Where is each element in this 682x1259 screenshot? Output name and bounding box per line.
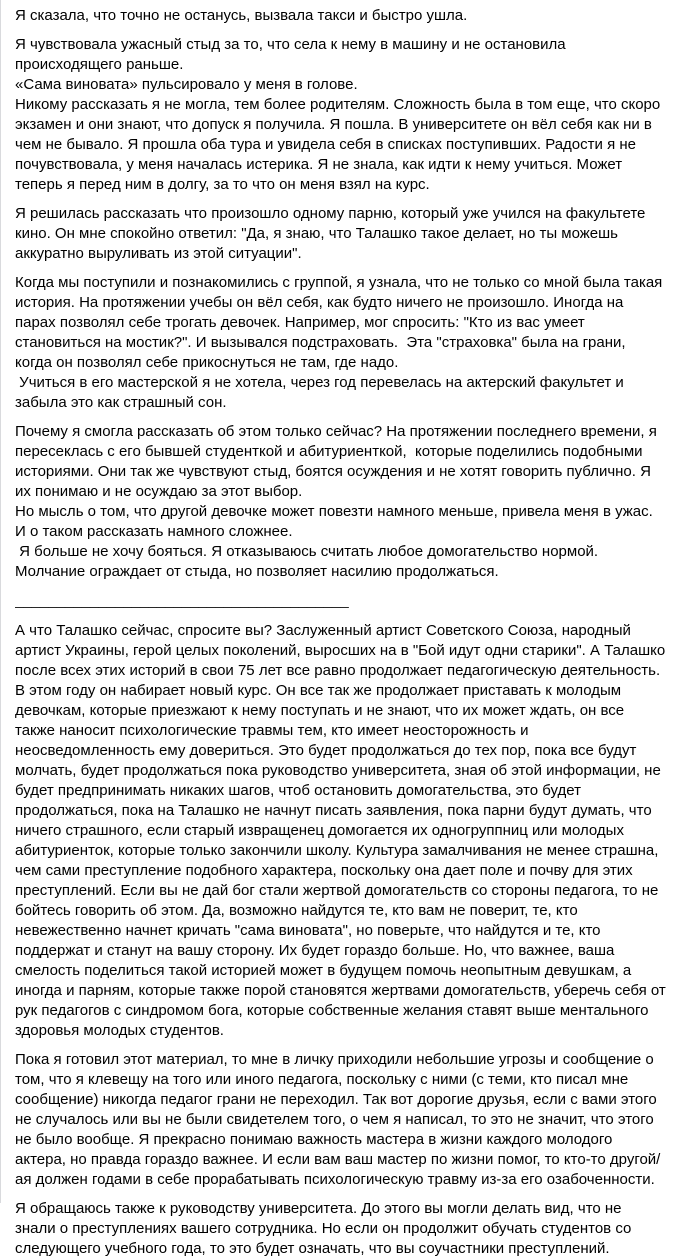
post-paragraph <box>15 6 666 26</box>
divider-line: ________________________________________ <box>15 592 349 609</box>
post-paragraph <box>15 273 666 413</box>
post-body <box>15 6 670 1259</box>
post-paragraph <box>15 621 670 1041</box>
paragraph-line: Почему я смогла рассказать об этом только сейчас? На протяжении последнего времени, я пересеклась с его бывшей студенткой и абитуриенткой, которые поделились подобными историями. Они так же чувствуют стыд, боятся осуждения и не хотят говорить публично. Я их понимаю и не осуждаю за этот выбор. <box>15 423 662 500</box>
post-paragraph <box>15 1199 666 1259</box>
paragraph-line: Никому рассказать я не могла, тем более родителям. Сложность была в том еще, что скоро экзамен и они знают, что допуск я получила. Я пошла. В университете он вёл себя как ни в чем не бывало. Я прошла оба тура и увидела себя в списках поступивших. Радости я не почувствовала, у меня началась истерика. Я не знала, как идти к нему учиться. Может теперь я перед ним в долгу, за то что он меня взял на курс. <box>15 96 665 193</box>
paragraph-line: Я обращаюсь также к руководству университета. До этого вы могли делать вид, что не знали о преступлениях вашего сотрудника. Но если он продолжит обучать студентов со следующего учебного года, то это будет означать, что вы соучастники преступлений. <box>15 1200 636 1257</box>
paragraph-line: Я решилась рассказать что произошло одному парню, который уже учился на факультете кино. Он мне спокойно ответил: "Да, я знаю, что Талашко такое делает, но ты можешь аккуратно выруливать из этой ситуации". <box>15 205 650 262</box>
post-paragraph <box>15 35 666 195</box>
paragraph-line: «Сама виновата» пульсировало у меня в голове. <box>15 76 358 93</box>
post-paragraph <box>15 422 666 582</box>
paragraph-line: Когда мы поступили и познакомились с группой, я узнала, что не только со мной была такая история. На протяжении учебы он вёл себя, как будто ничего не произошло. Иногда на парах позволял себе трогать девочек. Например, мог спросить: "Кто из вас умеет становиться на мостик?". И вызывался подстраховать. Эта "страховка" была на грани, когда он позволял себе прикоснуться не там, где надо. <box>15 274 667 371</box>
paragraph-line: Учиться в его мастерской я не хотела, через год перевелась на актерский факультет и забыла это как страшный сон. <box>15 374 628 411</box>
post-paragraph <box>15 1050 666 1190</box>
paragraph-line: Но мысль о том, что другой девочке может повезти намного меньше, привела меня в ужас. И о таком рассказать намного сложнее. <box>15 503 657 540</box>
post-paragraph <box>15 204 666 264</box>
paragraph-line: А что Талашко сейчас, спросите вы? Заслуженный артист Советского Союза, народный артист Украины, герой целых поколений, выросших на в "Бой идут одни старики". А Талашко после всех этих историй в свои 75 лет все равно продолжает педагогическую деятельность. В этом году он набирает новый курс. Он все так же продолжает приставать к молодым девочкам, которые приезжают к нему поступать и не знают, что их может ждать, он все также наносит психологические травмы тем, кто имеет неосторожность и неосведомленность ему довериться. Это будет продолжаться до тех пор, пока все будут молчать, будет продолжаться пока руководство университета, зная об этой информации, не будет предпринимать никаких шагов, чтоб остановить домогательства, это будет продолжаться, пока на Талашко не начнут писать заявления, пока парни будут думать, что ничего страшного, если старый извращенец домогается их одногруппниц или молодых абитуриенток, которые только закончили школу. Культура замалчивания не менее страшна, чем сами преступление подобного характера, поскольку она дает поле и почву для этих преступлений. Если вы не дай бог стали жертвой домогательств со стороны педагога, то не бойтесь говорить об этом. Да, возможно найдутся те, кто вам не поверит, те, кто невежественно начнет кричать "сама виновата", но поверьте, что найдутся и те, кто поддержат и станут на вашу сторону. Их будет гораздо больше. Но, что важнее, ваша смелость поделиться такой историей может в будущем помочь неопытным девушкам, а иногда и парням, которые также порой становятся жертвами домогательств, уберечь себя от рук педагогов с синдромом бога, которые собственные желания ставят выше ментального здоровья молодых студентов. <box>15 622 670 1039</box>
paragraph-line: Пока я готовил этот материал, то мне в личку приходили небольшие угрозы и сообщение о том, что я клевещу на того или иного педагога, поскольку с ними (с теми, кто писал мне сообщение) никогда педагог грани не переходил. Так вот дорогие друзья, если с вами этого не случалось или вы не были свидетелем того, о чем я написал, то это не значит, что этого не было вообще. Я прекрасно понимаю важность мастера в жизни каждого молодого актера, но правда гораздо важнее. И если вам ваш мастер по жизни помог, то кто-то другой/ая должен годами в себе прорабатывать психологическую травму из-за его озабоченности. <box>15 1051 661 1188</box>
paragraph-line: Я чувствовала ужасный стыд за то, что села к нему в машину и не остановила происходящего раньше. <box>15 36 570 73</box>
paragraph-line: Я больше не хочу бояться. Я отказываюсь считать любое домогательство нормой. Молчание ограждает от стыда, но позволяет насилию продолжаться. <box>15 543 603 580</box>
paragraph-line: Я сказала, что точно не останусь, вызвала такси и быстро ушла. <box>15 7 468 24</box>
